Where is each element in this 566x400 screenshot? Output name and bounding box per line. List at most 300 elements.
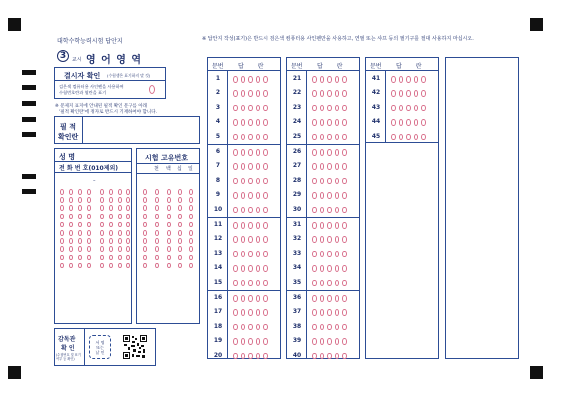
answer-bubble[interactable] (327, 105, 332, 112)
answer-bubble[interactable] (263, 149, 268, 156)
answer-bubble[interactable] (312, 207, 317, 214)
answer-bubble[interactable] (256, 295, 261, 302)
answer-bubble[interactable] (263, 309, 268, 316)
answer-bubble[interactable] (248, 251, 253, 258)
blank-panel (445, 57, 519, 359)
answer-bubble[interactable] (241, 163, 246, 170)
answer-bubble[interactable] (399, 134, 404, 141)
answer-bubble[interactable] (335, 119, 340, 126)
question-number: 32 (292, 235, 302, 243)
answer-bubble[interactable] (263, 90, 268, 97)
answer-bubble[interactable] (248, 192, 253, 199)
answer-bubble[interactable] (256, 280, 261, 287)
answer-bubble[interactable] (320, 76, 325, 83)
answer-bubble[interactable] (248, 178, 253, 185)
answer-bubble[interactable] (248, 353, 253, 360)
answer-bubble[interactable] (327, 265, 332, 272)
answer-bubble[interactable] (342, 324, 347, 331)
answer-bubble[interactable] (391, 119, 396, 126)
answer-bubble[interactable] (335, 236, 340, 243)
answer-bubbles (233, 178, 268, 185)
answer-bubble[interactable] (320, 338, 325, 345)
answer-bubbles (233, 324, 268, 331)
answer-bubbles (233, 222, 268, 229)
answer-bubble[interactable] (312, 309, 317, 316)
answer-bubble[interactable] (399, 76, 404, 83)
answer-bubble[interactable] (241, 90, 246, 97)
answer-bubbles (312, 149, 347, 156)
answer-bubble[interactable] (233, 105, 238, 112)
answer-bubble[interactable] (327, 222, 332, 229)
answer-bubble[interactable] (320, 222, 325, 229)
answer-bubble[interactable] (256, 207, 261, 214)
header-ans: 답 란 (396, 63, 428, 70)
answer-bubble[interactable] (320, 265, 325, 272)
answer-bubble[interactable] (263, 178, 268, 185)
answer-row (366, 72, 438, 86)
answer-bubble[interactable] (414, 76, 419, 83)
answer-bubble[interactable] (327, 309, 332, 316)
answer-bubble[interactable] (342, 338, 347, 345)
answer-bubble[interactable] (241, 207, 246, 214)
answer-bubble[interactable] (342, 119, 347, 126)
name-field[interactable] (55, 161, 131, 162)
answer-bubble[interactable] (327, 90, 332, 97)
answer-bubble[interactable] (263, 207, 268, 214)
header-ans: 답 란 (317, 63, 349, 70)
answer-bubble[interactable] (335, 222, 340, 229)
answer-bubble[interactable] (335, 192, 340, 199)
answer-bubble[interactable] (320, 236, 325, 243)
answer-bubble[interactable] (312, 280, 317, 287)
question-number: 44 (371, 118, 381, 126)
answer-bubble[interactable] (327, 280, 332, 287)
answer-bubble[interactable] (256, 105, 261, 112)
answer-bubble[interactable] (241, 192, 246, 199)
answer-bubble[interactable] (256, 149, 261, 156)
answer-bubble[interactable] (320, 324, 325, 331)
phone-digit-col[interactable] (69, 189, 73, 268)
answer-row (287, 72, 359, 86)
answer-bubble[interactable] (256, 309, 261, 316)
answer-bubble[interactable] (320, 105, 325, 112)
answer-bubble[interactable] (335, 207, 340, 214)
answer-bubble[interactable] (263, 192, 268, 199)
question-number: 34 (292, 264, 302, 272)
answer-bubble[interactable] (342, 295, 347, 302)
answer-bubble[interactable] (256, 76, 261, 83)
answer-bubble[interactable] (342, 236, 347, 243)
question-number: 1 (215, 75, 221, 82)
answer-bubble[interactable] (342, 178, 347, 185)
answer-row (287, 276, 359, 290)
answer-bubble[interactable] (335, 90, 340, 97)
answer-bubble[interactable] (335, 338, 340, 345)
answer-bubble[interactable] (421, 90, 426, 97)
answer-bubbles (312, 163, 347, 170)
answer-bubbles (312, 353, 347, 360)
answer-bubble[interactable] (335, 309, 340, 316)
answer-bubble[interactable] (248, 207, 253, 214)
answer-bubble[interactable] (263, 338, 268, 345)
answer-bubble[interactable] (263, 236, 268, 243)
answer-bubble[interactable] (256, 338, 261, 345)
answer-bubble[interactable] (248, 265, 253, 272)
answer-bubble[interactable] (312, 192, 317, 199)
answer-bubble[interactable] (342, 280, 347, 287)
answer-bubble[interactable] (263, 353, 268, 360)
answer-bubble[interactable] (335, 178, 340, 185)
answer-bubble[interactable] (248, 134, 253, 141)
exam-id-digit-col[interactable] (143, 189, 147, 268)
answer-bubble[interactable] (335, 105, 340, 112)
answer-bubble[interactable] (256, 178, 261, 185)
phone-digit-col[interactable] (118, 189, 122, 268)
answer-bubble[interactable] (342, 309, 347, 316)
answer-bubble[interactable] (233, 222, 238, 229)
corner-mark-top-left (8, 18, 21, 31)
answer-row (287, 334, 359, 348)
answer-bubble[interactable] (320, 192, 325, 199)
answer-bubble[interactable] (256, 119, 261, 126)
answer-bubbles (312, 90, 347, 97)
answer-bubble[interactable] (248, 338, 253, 345)
answer-bubble[interactable] (241, 309, 246, 316)
answer-bubble[interactable] (342, 353, 347, 360)
answer-bubbles (391, 119, 426, 126)
answer-bubble[interactable] (414, 90, 419, 97)
supervisor-sign-box[interactable] (89, 335, 111, 359)
answer-bubble[interactable] (263, 105, 268, 112)
question-number: 27 (292, 162, 302, 170)
answer-bubble[interactable] (241, 149, 246, 156)
answer-bubble[interactable] (342, 149, 347, 156)
answer-bubble[interactable] (327, 338, 332, 345)
answer-row (287, 305, 359, 319)
answer-row (287, 101, 359, 115)
answer-bubble[interactable] (320, 134, 325, 141)
answer-bubble[interactable] (327, 295, 332, 302)
answer-bubble[interactable] (320, 280, 325, 287)
answer-bubble[interactable] (327, 207, 332, 214)
answer-bubble[interactable] (248, 324, 253, 331)
answer-bubble[interactable] (399, 105, 404, 112)
answer-bubble[interactable] (335, 280, 340, 287)
answer-bubble[interactable] (241, 119, 246, 126)
answer-bubble[interactable] (241, 338, 246, 345)
answer-bubble[interactable] (320, 178, 325, 185)
answer-bubble[interactable] (263, 134, 268, 141)
question-number: 14 (213, 264, 223, 272)
answer-bubble[interactable] (312, 265, 317, 272)
answer-bubble[interactable] (233, 309, 238, 316)
answer-bubble[interactable] (391, 90, 396, 97)
answer-row (208, 218, 280, 232)
answer-bubble[interactable] (342, 90, 347, 97)
answer-bubble[interactable] (233, 76, 238, 83)
answer-bubble[interactable] (248, 149, 253, 156)
answer-bubble[interactable] (248, 76, 253, 83)
handwriting-label-top: 필 적 (60, 123, 76, 131)
answer-bubble[interactable] (421, 105, 426, 112)
answer-row (208, 174, 280, 188)
exam-id-label: 시험 고유번호 (145, 154, 189, 162)
answer-bubble[interactable] (233, 163, 238, 170)
absentee-oval[interactable] (149, 85, 155, 94)
exam-id-digit-col[interactable] (189, 189, 193, 268)
answer-bubble[interactable] (263, 280, 268, 287)
answer-bubble[interactable] (414, 134, 419, 141)
answer-bubble[interactable] (312, 105, 317, 112)
answer-bubble[interactable] (327, 192, 332, 199)
answer-bubble[interactable] (241, 134, 246, 141)
answer-bubble[interactable] (414, 119, 419, 126)
answer-bubble[interactable] (335, 76, 340, 83)
answer-bubble[interactable] (256, 222, 261, 229)
answer-bubble[interactable] (256, 265, 261, 272)
answer-bubble[interactable] (312, 119, 317, 126)
answer-bubble[interactable] (241, 280, 246, 287)
answer-bubble[interactable] (263, 119, 268, 126)
answer-bubble[interactable] (399, 90, 404, 97)
answer-bubble[interactable] (312, 178, 317, 185)
answer-bubble[interactable] (248, 163, 253, 170)
answer-bubble[interactable] (421, 134, 426, 141)
answer-bubble[interactable] (312, 236, 317, 243)
answer-bubble[interactable] (241, 178, 246, 185)
phone-divider (55, 172, 131, 173)
answer-row (208, 349, 280, 363)
answer-bubble[interactable] (241, 76, 246, 83)
answer-bubble[interactable] (327, 251, 332, 258)
answer-bubble[interactable] (248, 309, 253, 316)
answer-bubble[interactable] (248, 236, 253, 243)
question-number: 43 (371, 103, 381, 111)
answer-bubble[interactable] (248, 105, 253, 112)
answer-bubbles (233, 90, 268, 97)
answer-bubble[interactable] (312, 149, 317, 156)
answer-bubble[interactable] (241, 105, 246, 112)
answer-bubble[interactable] (263, 295, 268, 302)
answer-bubble[interactable] (263, 163, 268, 170)
answer-bubble[interactable] (335, 251, 340, 258)
answer-bubble[interactable] (241, 324, 246, 331)
answer-bubble[interactable] (256, 324, 261, 331)
answer-bubble[interactable] (335, 295, 340, 302)
answer-bubble[interactable] (335, 149, 340, 156)
answer-bubbles (391, 76, 426, 83)
answer-bubble[interactable] (241, 236, 246, 243)
answer-bubble[interactable] (421, 119, 426, 126)
answer-bubble[interactable] (312, 324, 317, 331)
answer-bubble[interactable] (342, 192, 347, 199)
answer-bubble[interactable] (312, 90, 317, 97)
answer-bubble[interactable] (233, 295, 238, 302)
answer-bubble[interactable] (406, 105, 411, 112)
answer-bubble[interactable] (256, 236, 261, 243)
phone-digit-col[interactable] (126, 189, 130, 268)
answer-bubble[interactable] (256, 134, 261, 141)
answer-bubble[interactable] (335, 324, 340, 331)
answer-bubble[interactable] (312, 163, 317, 170)
phone-digit-col[interactable] (87, 189, 91, 268)
answer-bubble[interactable] (406, 134, 411, 141)
answer-bubble[interactable] (335, 163, 340, 170)
answer-bubble[interactable] (256, 353, 261, 360)
answer-bubble[interactable] (327, 178, 332, 185)
phone-digit-col[interactable] (60, 189, 64, 268)
answer-bubble[interactable] (327, 119, 332, 126)
answer-bubble[interactable] (248, 280, 253, 287)
answer-bubble[interactable] (327, 353, 332, 360)
answer-row (287, 349, 359, 363)
answer-bubble[interactable] (241, 295, 246, 302)
answer-bubble[interactable] (406, 119, 411, 126)
answer-bubble[interactable] (342, 265, 347, 272)
answer-bubble[interactable] (342, 207, 347, 214)
answer-bubble[interactable] (233, 90, 238, 97)
answer-bubble[interactable] (327, 76, 332, 83)
exam-id-col-3: 십 (177, 166, 182, 172)
question-number: 35 (292, 278, 302, 286)
answer-bubble[interactable] (233, 134, 238, 141)
identity-box (54, 148, 132, 324)
answer-bubble[interactable] (320, 353, 325, 360)
answer-bubbles (312, 105, 347, 112)
exam-id-digit-col[interactable] (155, 189, 159, 268)
answer-bubbles (233, 236, 268, 243)
answer-bubble[interactable] (335, 353, 340, 360)
answer-row (287, 145, 359, 159)
phone-digit-col[interactable] (78, 189, 82, 268)
answer-bubble[interactable] (320, 163, 325, 170)
handwriting-label-bottom: 확인란 (58, 133, 79, 141)
answer-bubble[interactable] (233, 251, 238, 258)
answer-bubble[interactable] (391, 76, 396, 83)
answer-bubble[interactable] (256, 90, 261, 97)
answer-bubble[interactable] (263, 76, 268, 83)
answer-bubble[interactable] (320, 90, 325, 97)
answer-row (287, 247, 359, 261)
absentee-divider (55, 80, 165, 81)
answer-bubble[interactable] (320, 251, 325, 258)
answer-bubble[interactable] (342, 222, 347, 229)
answer-bubble[interactable] (391, 134, 396, 141)
answer-bubble[interactable] (342, 134, 347, 141)
answer-bubble[interactable] (320, 309, 325, 316)
answer-bubble[interactable] (233, 207, 238, 214)
answer-bubble[interactable] (312, 295, 317, 302)
answer-bubble[interactable] (241, 353, 246, 360)
answer-bubble[interactable] (233, 338, 238, 345)
answer-bubble[interactable] (241, 251, 246, 258)
answer-panel-3 (365, 57, 439, 359)
answer-row (208, 86, 280, 100)
answer-bubble[interactable] (342, 163, 347, 170)
answer-bubble[interactable] (342, 76, 347, 83)
answer-bubble[interactable] (320, 119, 325, 126)
answer-bubble[interactable] (312, 76, 317, 83)
answer-row (208, 159, 280, 173)
answer-bubble[interactable] (248, 119, 253, 126)
answer-bubble[interactable] (342, 251, 347, 258)
phone-digit-col[interactable] (100, 189, 104, 268)
answer-row (208, 291, 280, 305)
answer-row (287, 291, 359, 305)
answer-bubble[interactable] (256, 251, 261, 258)
answer-bubble[interactable] (233, 280, 238, 287)
answer-bubble[interactable] (312, 222, 317, 229)
answer-bubble[interactable] (233, 119, 238, 126)
answer-bubble[interactable] (312, 338, 317, 345)
phone-digit-col[interactable] (109, 189, 113, 268)
answer-bubble[interactable] (320, 207, 325, 214)
supervisor-label-col (55, 329, 85, 365)
answer-bubble[interactable] (263, 265, 268, 272)
answer-bubble[interactable] (256, 163, 261, 170)
answer-bubble[interactable] (248, 295, 253, 302)
answer-bubble[interactable] (320, 295, 325, 302)
answer-bubble[interactable] (335, 134, 340, 141)
answer-bubble[interactable] (263, 251, 268, 258)
answer-bubble[interactable] (233, 324, 238, 331)
answer-bubble[interactable] (233, 236, 238, 243)
answer-bubble[interactable] (248, 222, 253, 229)
answer-bubbles (391, 105, 426, 112)
answer-bubble[interactable] (327, 163, 332, 170)
answer-bubble[interactable] (312, 251, 317, 258)
answer-bubble[interactable] (263, 222, 268, 229)
answer-bubble[interactable] (233, 265, 238, 272)
answer-bubble[interactable] (421, 76, 426, 83)
answer-bubble[interactable] (399, 119, 404, 126)
question-number: 45 (371, 132, 381, 140)
answer-bubble[interactable] (342, 105, 347, 112)
answer-bubble[interactable] (327, 134, 332, 141)
answer-bubble[interactable] (312, 353, 317, 360)
question-number: 41 (371, 75, 381, 82)
answer-bubble[interactable] (256, 192, 261, 199)
answer-bubble[interactable] (327, 324, 332, 331)
answer-bubble[interactable] (312, 134, 317, 141)
answer-bubble[interactable] (320, 149, 325, 156)
answer-bubble[interactable] (241, 265, 246, 272)
answer-bubble[interactable] (391, 105, 396, 112)
answer-bubble[interactable] (248, 90, 253, 97)
question-number: 30 (292, 205, 302, 213)
answer-panel-header (366, 58, 438, 71)
answer-bubble[interactable] (241, 222, 246, 229)
answer-bubble[interactable] (335, 265, 340, 272)
answer-bubble[interactable] (233, 178, 238, 185)
answer-bubble[interactable] (263, 324, 268, 331)
answer-bubble[interactable] (233, 149, 238, 156)
answer-bubble[interactable] (233, 353, 238, 360)
answer-bubble[interactable] (406, 90, 411, 97)
notice-text: ※ 답안지 작성(표기)은 반드시 검은색 컴퓨터용 사인펜만을 사용하고, 연필 또는 샤프 등의 필기구를 절대 사용하지 마십시오. (202, 36, 474, 42)
answer-bubble[interactable] (406, 76, 411, 83)
answer-bubble[interactable] (327, 236, 332, 243)
answer-bubble[interactable] (233, 192, 238, 199)
answer-bubble[interactable] (327, 149, 332, 156)
exam-id-digit-col[interactable] (167, 189, 171, 268)
header-ans: 답 란 (238, 63, 270, 70)
answer-bubble[interactable] (414, 105, 419, 112)
handwriting-box[interactable] (54, 116, 200, 144)
question-number: 21 (292, 75, 302, 82)
exam-id-digit-col[interactable] (178, 189, 182, 268)
period-badge (57, 50, 69, 62)
